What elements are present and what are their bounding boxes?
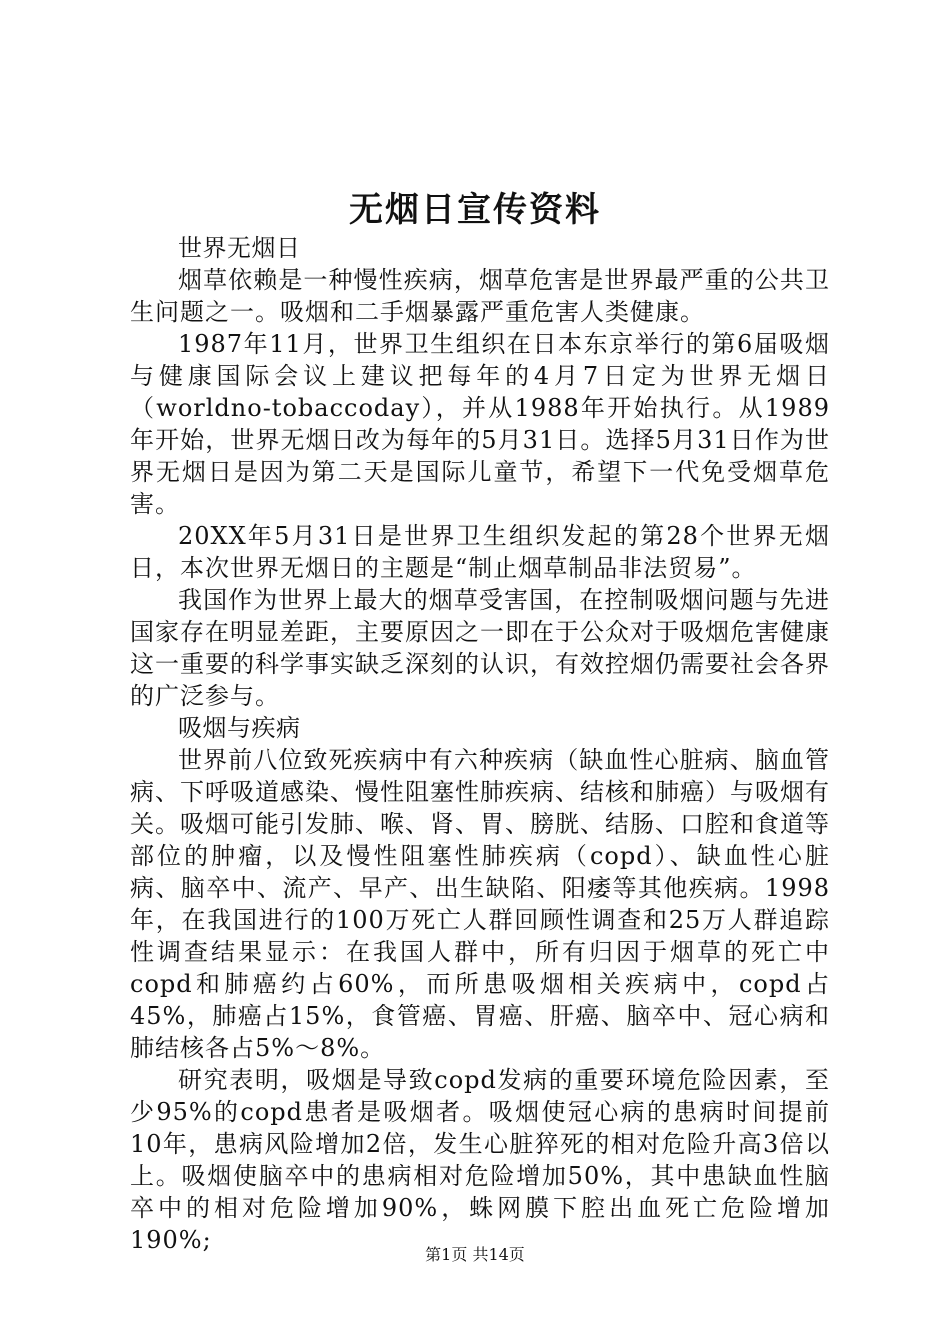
- paragraph-intro: 烟草依赖是一种慢性疾病，烟草危害是世界最严重的公共卫生问题之一。吸烟和二手烟暴露严重危害人类健康。: [130, 266, 830, 326]
- section-heading-world-no-tobacco-day: 世界无烟日: [178, 234, 301, 262]
- paragraph-diseases: 世界前八位致死疾病中有六种疾病（缺血性心脏病、脑血管病、下呼吸道感染、慢性阻塞性肺疾病、结核和肺癌）与吸烟有关。吸烟可能引发肺、喉、肾、胃、膀胱、结肠、口腔和食道等部位的肿瘤，以及慢性阻塞性肺疾病（copd）、缺血性心脏病、脑卒中、流产、早产、出生缺陷、阳痿等其他疾病。1998年，在我国进行的100万死亡人群回顾性调查和25万人群追踪性调查结果显示：在我国人群中，所有归因于烟草的死亡中copd和肺癌约占60%，而所患吸烟相关疾病中，copd占45%，肺癌占15%，食管癌、胃癌、肝癌、脑卒中、冠心病和肺结核各占5%～8%。: [130, 746, 830, 1062]
- paragraph-theme: 20XX年5月31日是世界卫生组织发起的第28个世界无烟日，本次世界无烟日的主题是“制止烟草制品非法贸易”。: [130, 522, 830, 582]
- paragraph-research: 研究表明，吸烟是导致copd发病的重要环境危险因素，至少95%的copd患者是吸烟者。吸烟使冠心病的患病时间提前10年，患病风险增加2倍，发生心脏猝死的相对危险升高3倍以上。吸烟使脑卒中的患病相对危险增加50%，其中患缺血性脑卒中的相对危险增加90%，蛛网膜下腔出血死亡危险增加190%;: [130, 1066, 830, 1254]
- page-footer: 第1页 共14页: [425, 1245, 525, 1264]
- paragraph-china: 我国作为世界上最大的烟草受害国，在控制吸烟问题与先进国家存在明显差距，主要原因之一即在于公众对于吸烟危害健康这一重要的科学事实缺乏深刻的认识，有效控烟仍需要社会各界的广泛参与。: [130, 586, 830, 710]
- section-heading-smoking-and-disease: 吸烟与疾病: [178, 714, 301, 742]
- document-title: 无烟日宣传资料: [349, 190, 601, 230]
- document-body: [130, 232, 830, 1256]
- paragraph-history: 1987年11月，世界卫生组织在日本东京举行的第6届吸烟与健康国际会议上建议把每年的4月7日定为世界无烟日（worldno-tobaccoday），并从1988年开始执行。从1989年开始，世界无烟日改为每年的5月31日。选择5月31日作为世界无烟日是因为第二天是国际儿童节，希望下一代免受烟草危害。: [130, 330, 830, 518]
